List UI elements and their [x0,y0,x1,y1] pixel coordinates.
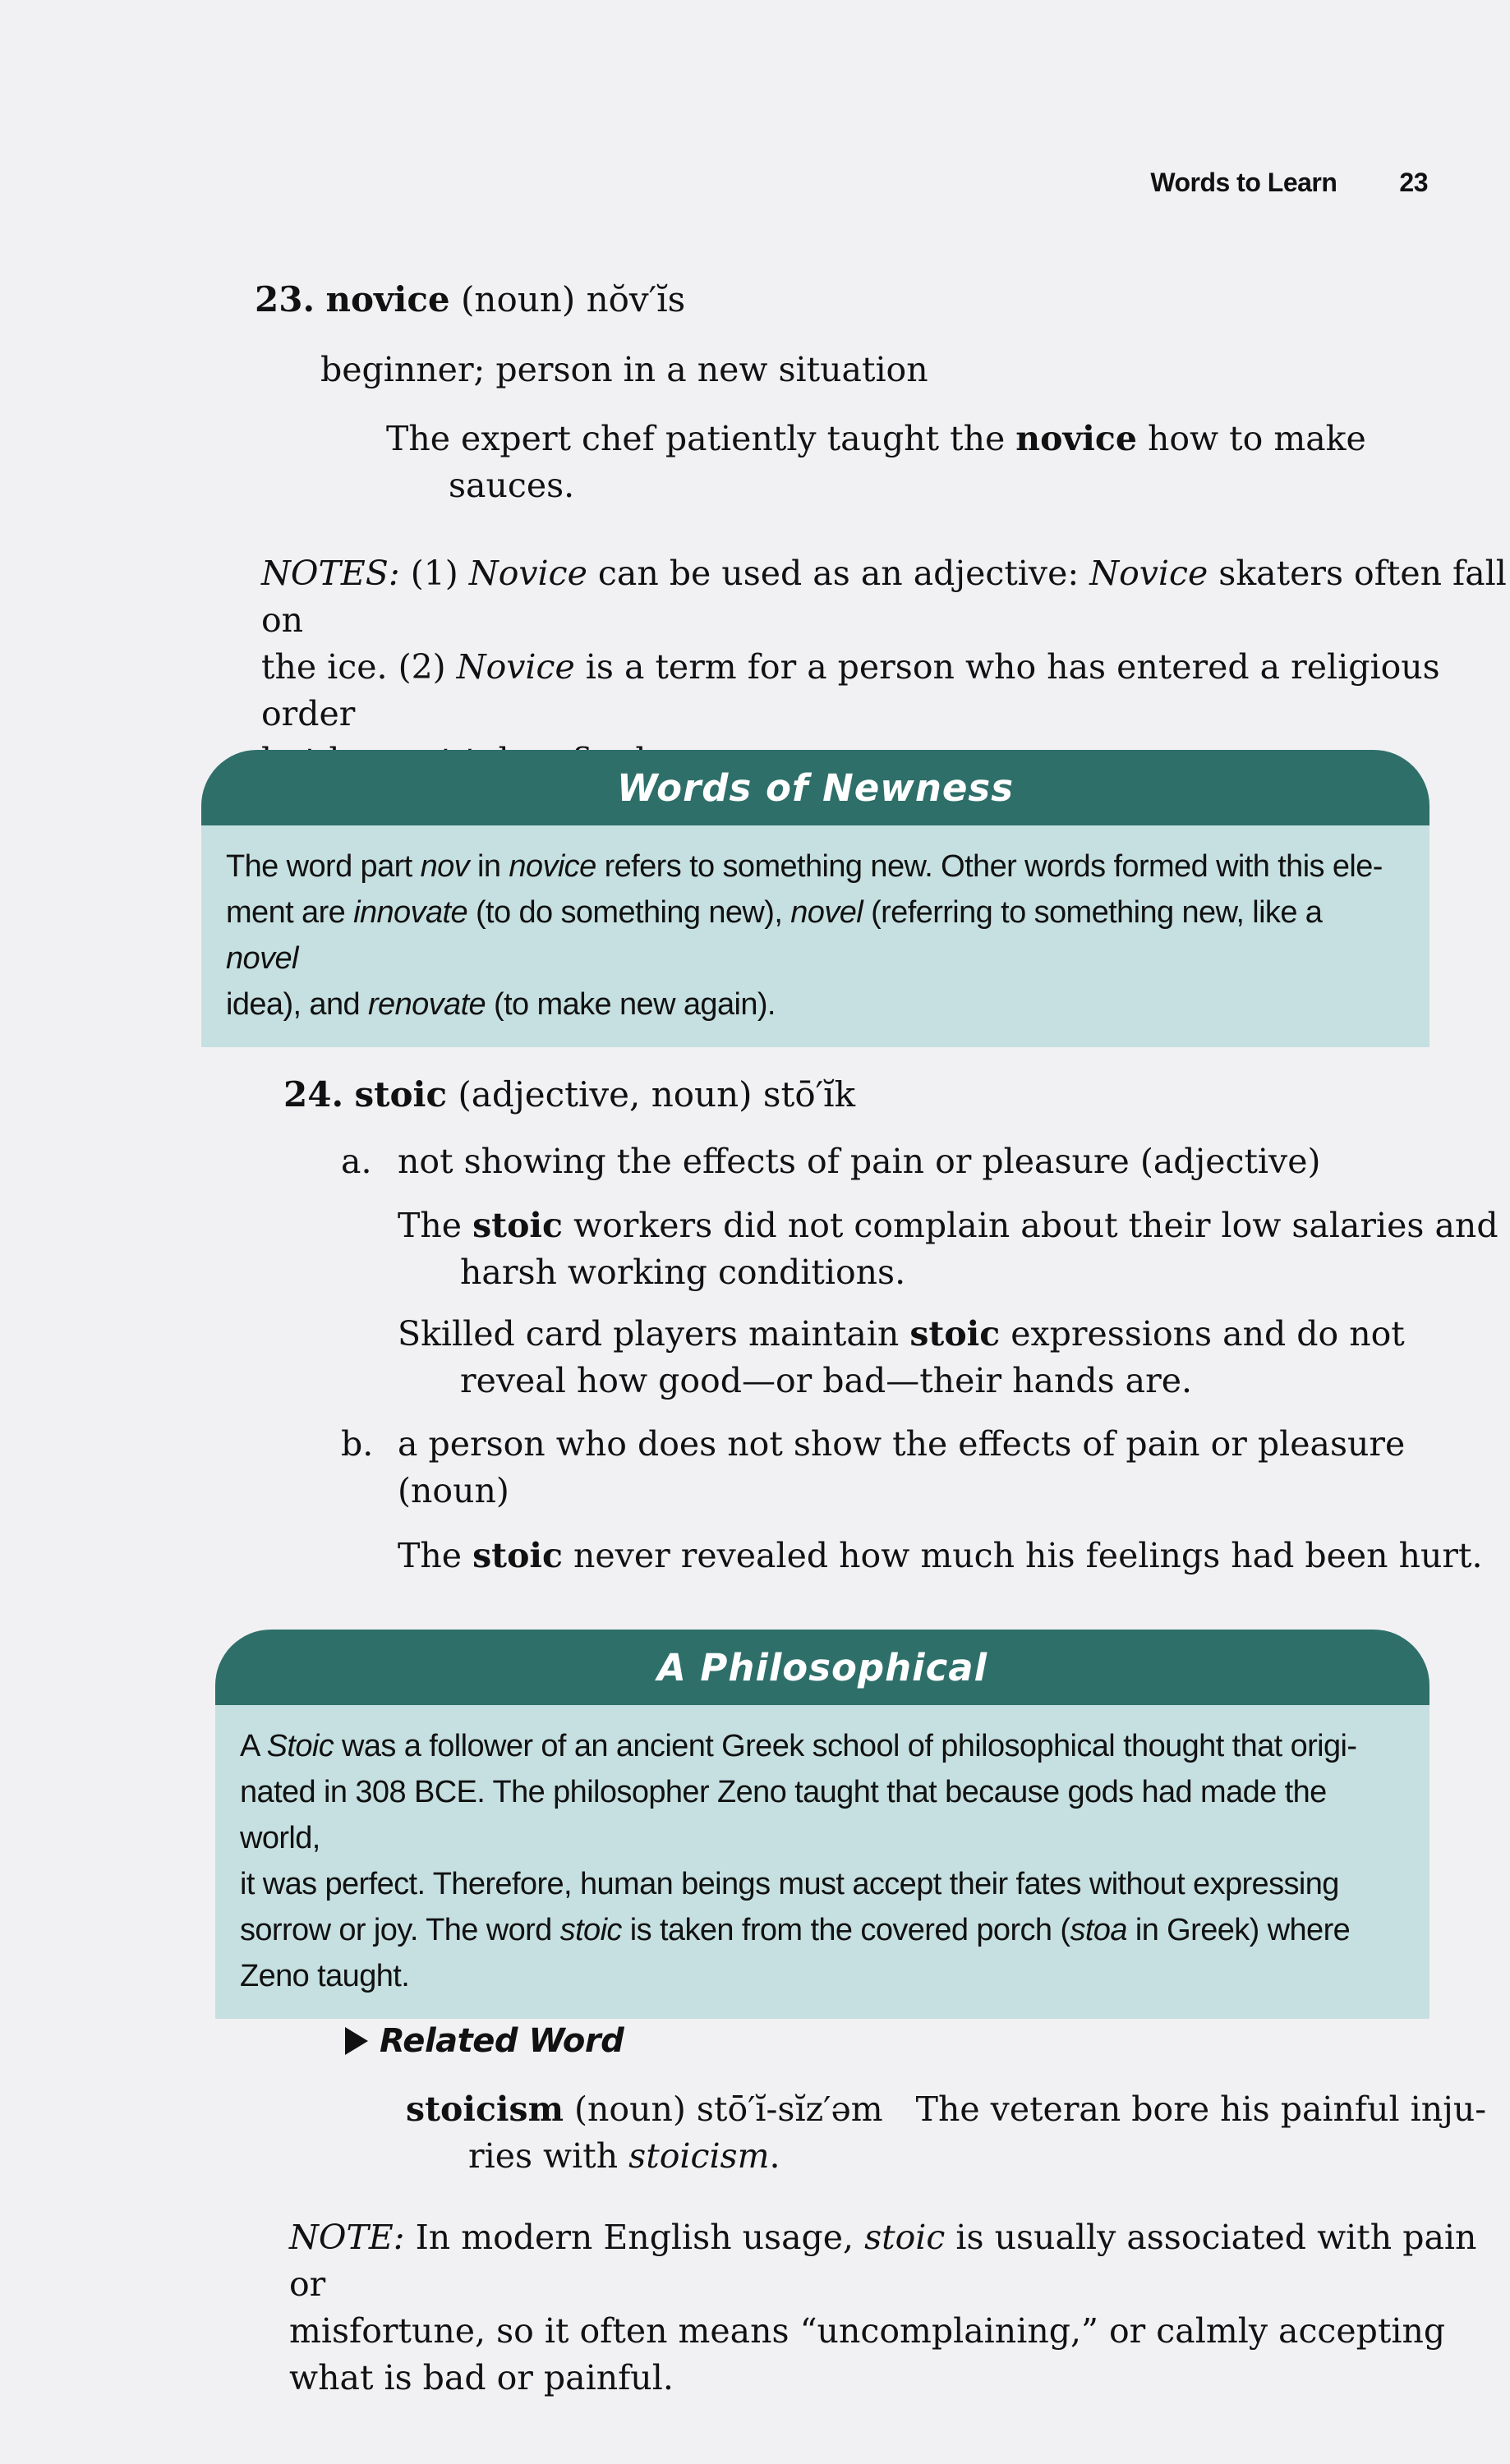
headword-stoic: stoic [354,1074,448,1115]
sidebar-title: A Philosophical [656,1645,988,1689]
related-word-entry: stoicism (noun) stō′ĭ-sĭz′əm The veteran bore his painful inju- ries with stoicism. [406,2089,1487,2176]
sidebar-body: The word part nov in novice refers to something new. Other words formed with this ele- ment are innovate (to do something new), novel (referring to something new, like a novel idea), and renovate (to make new again). [201,825,1429,1047]
sidebar-title: Words of Newness [617,765,1014,810]
sense-b-label: b. [341,1424,374,1464]
entry-23-headword: 23. novice (noun) nŏv′ĭs [255,279,686,319]
sidebar-title-tab [201,750,1429,825]
sense-a-label: a. [341,1142,372,1181]
sidebar-words-of-newness [201,750,1429,1047]
related-headword: stoicism [406,2089,564,2129]
sidebar-a-philosophical [215,1630,1429,2019]
triangle-bullet-icon [345,2027,368,2055]
sense-b-example: The stoic never revealed how much his feelings had been hurt. [398,1536,1483,1575]
sense-b-definition: a person who does not show the effects of pain or pleasure (noun) [398,1424,1406,1510]
entry-24-headword: 24. stoic (adjective, noun) stō′ĭk [283,1074,856,1115]
sidebar-title-tab [215,1630,1429,1705]
entry-23-definition: beginner; person in a new situation [320,350,928,389]
page-number: 23 [1399,168,1428,197]
sense-a-definition: not showing the effects of pain or pleasure (adjective) [398,1142,1321,1181]
pronunciation: stō′ĭk [762,1074,856,1115]
running-head [1150,168,1428,198]
sense-a-example-1: The stoic workers did not complain about their low salaries and harsh working conditions. [398,1206,1498,1292]
entry-23-notes: NOTES: (1) Novice can be used as an adjective: Novice skaters often fall on the ice. (2) Novice is a term for a person who has entered a religious order [261,554,1507,733]
sense-a-example-2: Skilled card players maintain stoic expressions and do not reveal how good—or bad—their hands are. [398,1314,1405,1400]
pronunciation: nŏv′ĭs [586,279,686,319]
related-word-heading: Related Word [345,2022,624,2060]
usage-note: NOTE: In modern English usage, stoic is usually associated with pain or misfortune, so it often means “uncomplaining,” or calmly accepting what is bad or painful. [289,2218,1477,2397]
entry-23-example: The expert chef patiently taught the novice how to make sauces. [386,419,1366,505]
sidebar-body: A Stoic was a follower of an ancient Greek school of philosophical thought that origi- nated in 308 BCE. The philosopher Zeno taught that because gods had made the world, it was perfect. Therefore, human beings must accept their fates without expressing sorrow or joy. The word stoic is taken from the covered porch (stoa in Greek) where Zeno taught. [215,1705,1429,2019]
running-head-title: Words to Learn [1150,168,1337,197]
headword-novice: novice [325,279,450,319]
